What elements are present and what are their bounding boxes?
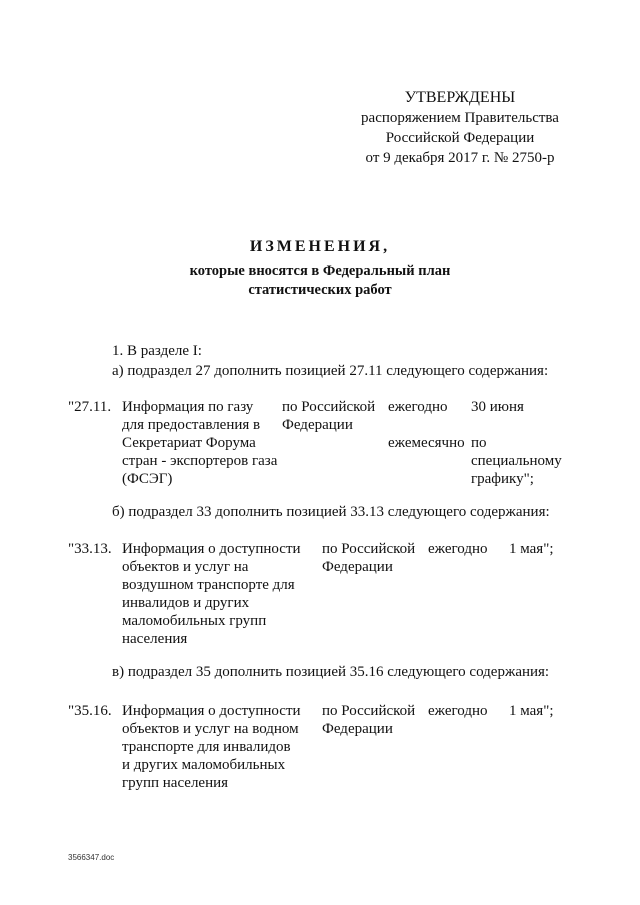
description-line: инвалидов и других bbox=[122, 595, 250, 611]
description-line: транспорте для инвалидов bbox=[122, 739, 291, 755]
entry-code: "27.11. bbox=[68, 399, 112, 415]
entry-frequency: ежегодно bbox=[428, 703, 488, 719]
entry-frequency: ежегодно bbox=[388, 399, 448, 415]
approval-title: УТВЕРЖДЕНЫ bbox=[404, 89, 516, 106]
approval-block bbox=[340, 88, 580, 168]
entry-scope bbox=[282, 398, 375, 434]
subtitle-line-2: статистических работ bbox=[248, 282, 392, 298]
entry-scope bbox=[322, 702, 415, 738]
description-line: объектов и услуг на bbox=[122, 559, 249, 575]
scope-line: Федерации bbox=[322, 559, 393, 575]
entry-code: "35.16. bbox=[68, 703, 112, 719]
entry-code: "33.13. bbox=[68, 541, 112, 557]
scope-line: по Российской bbox=[322, 703, 416, 719]
entry-scope bbox=[322, 540, 415, 576]
entry-description bbox=[122, 702, 301, 792]
entry-deadline: 1 мая"; bbox=[509, 541, 554, 557]
description-line: воздушном транспорте для bbox=[122, 577, 295, 593]
section-item-a: а) подраздел 27 дополнить позицией 27.11 следующего содержания: bbox=[112, 363, 549, 379]
approval-line-3: от 9 декабря 2017 г. № 2750-р bbox=[365, 150, 555, 166]
section-intro: 1. В разделе I: bbox=[112, 343, 202, 359]
document-subtitle bbox=[0, 262, 640, 300]
deadline-line: графику"; bbox=[471, 471, 534, 487]
description-line: Секретариат Форума bbox=[122, 435, 256, 451]
description-line: Информация по газу bbox=[122, 399, 254, 415]
entry-description bbox=[122, 398, 277, 488]
entry-deadline: 30 июня bbox=[471, 399, 524, 415]
entry-frequency: ежегодно bbox=[428, 541, 488, 557]
description-line: Информация о доступности bbox=[122, 703, 301, 719]
description-line: объектов и услуг на водном bbox=[122, 721, 299, 737]
description-line: для предоставления в bbox=[122, 417, 261, 433]
deadline-line: специальному bbox=[471, 453, 562, 469]
approval-line-2: Российской Федерации bbox=[385, 130, 535, 146]
section-item-b: б) подраздел 33 дополнить позицией 33.13 следующего содержания: bbox=[112, 504, 550, 520]
description-line: групп населения bbox=[122, 775, 229, 791]
description-line: населения bbox=[122, 631, 188, 647]
scope-line: по Российской bbox=[322, 541, 416, 557]
deadline-line: по bbox=[471, 435, 487, 451]
description-line: стран - экспортеров газа bbox=[122, 453, 278, 469]
subtitle-line-1: которые вносятся в Федеральный план bbox=[189, 263, 451, 279]
description-line: Информация о доступности bbox=[122, 541, 301, 557]
entry-deadline: 1 мая"; bbox=[509, 703, 554, 719]
section-item-c: в) подраздел 35 дополнить позицией 35.16 следующего содержания: bbox=[112, 664, 550, 680]
scope-line: по Российской bbox=[282, 399, 376, 415]
entry-description bbox=[122, 540, 301, 648]
approval-line-1: распоряжением Правительства bbox=[361, 110, 559, 126]
entry-frequency-2: ежемесячно bbox=[388, 435, 465, 451]
scope-line: Федерации bbox=[282, 417, 353, 433]
scope-line: Федерации bbox=[322, 721, 393, 737]
description-line: маломобильных групп bbox=[122, 613, 267, 629]
file-code: 3566347.doc bbox=[68, 853, 115, 862]
description-line: и других маломобильных bbox=[122, 757, 286, 773]
entry-deadline-2 bbox=[471, 434, 562, 488]
description-line: (ФСЭГ) bbox=[122, 471, 173, 487]
document-title: ИЗМЕНЕНИЯ, bbox=[249, 238, 391, 255]
